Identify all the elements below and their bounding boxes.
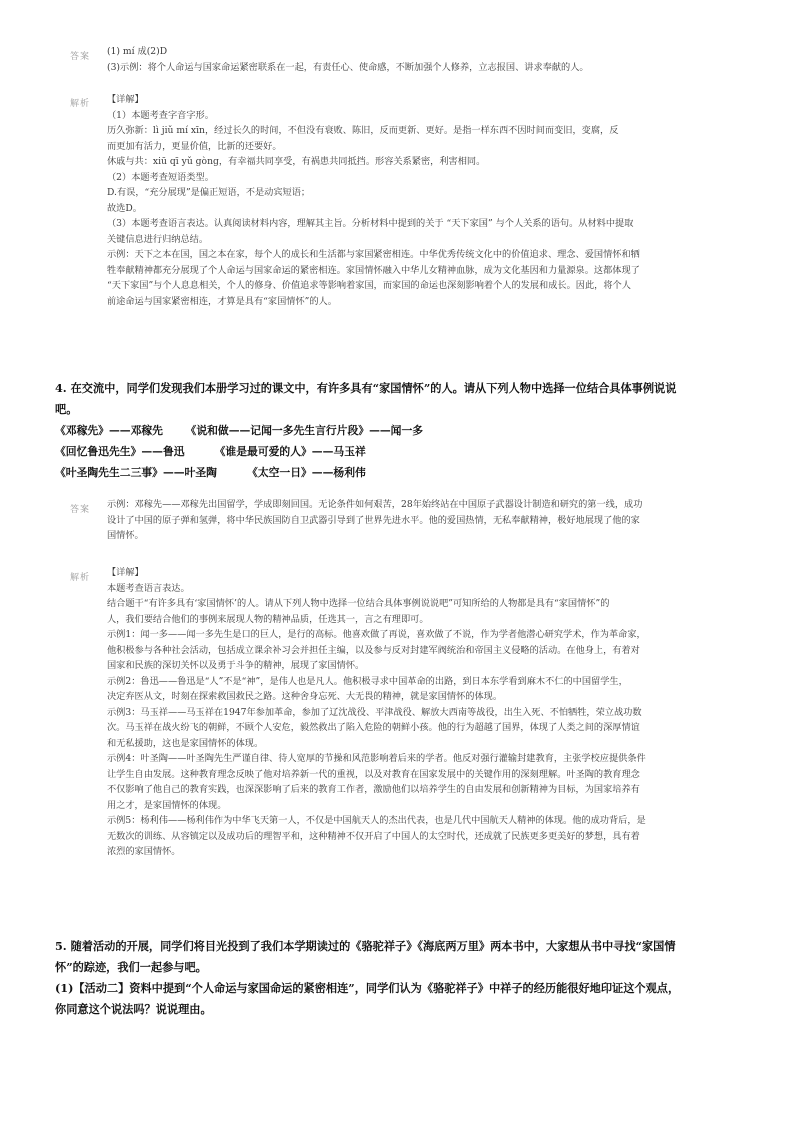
q3-answer-line: (3)示例：将个人命运与国家命运紧密联系在一起，有责任心、使命感，不断加强个人修养，立志报国、讲求奉献的人。 <box>107 61 589 73</box>
q4-analysis-line: 示例4：叶圣陶——叶圣陶先生严谨自律、待人宽厚的节操和风范影响着后来的学者。他反对强行灌输封建教育，主张学校应提供条件 <box>107 753 646 764</box>
q3-answer-line: (1) mí 成(2)D <box>107 46 168 57</box>
q4-analysis-line: 决定弃医从文，时刻在探索救国救民之路。这种舍身忘死、大无畏的精神，就是家国情怀的体现。 <box>107 691 503 702</box>
question-4 <box>55 378 739 420</box>
q3-analysis-line: （2）本题考查短语类型。 <box>107 171 214 183</box>
q4-analysis-line: 用之才，是家国情怀的体现。 <box>107 799 227 811</box>
question-5-line: 你同意这个说法吗？说说理由。 <box>55 1002 212 1016</box>
q4-analysis-line: 浓烈的家国情怀。 <box>107 846 181 857</box>
q3-analysis-line: 示例：天下之本在国，国之本在家，每个人的成长和生活都与家国紧密相连。中华优秀传统文化中的价值追求、理念、爱国情怀和牺 <box>107 249 640 260</box>
question-5 <box>55 936 739 1020</box>
q4-analysis-line: 示例3：马玉祥——马玉祥在1947年参加革命，参加了辽沈战役、平津战役、解放大西南等战役，出生入死、不怕牺牲，荣立战功数 <box>107 706 642 718</box>
question-4-line: 吧。 <box>55 402 78 416</box>
q3-analysis-line: 【详解】 <box>107 94 144 105</box>
q4-answer <box>107 497 726 544</box>
q4-analysis-line: 人，我们要结合他们的事例来展现人物的精神品质，任选其一，言之有理即可。 <box>107 613 429 625</box>
question-5-line: 5. 随着活动的开展，同学们将目光投到了我们本学期读过的《骆驼祥子》《海底两万里》两本书中，大家想从书中寻找“家国情 <box>55 939 676 953</box>
q4-answer-line: 示例：邓稼先——邓稼先出国留学，学成即刻回国。无论条件如何艰苦，28年始终站在中国原子武器设计制造和研究的第一线，成功 <box>107 499 643 510</box>
q3-analysis-line: 牲奉献精神都充分展现了个人命运与国家命运的紧密相连。家国情怀融入中华儿女精神血脉，成为文化基因和力量源泉。这都体现了 <box>107 264 640 276</box>
q3-analysis-line: “天下家国”与个人息息相关，个人的修身、价值追求等影响着家国，而家国的命运也深刻影响着个人的发展和成长。因此，将个人 <box>107 280 631 291</box>
q4-analysis-line: 无数次的训练、从容镇定以及成功后的理智平和，这种精神不仅开启了中国人的太空时代，还成就了民族更多更美好的梦想，具有着 <box>107 830 640 842</box>
q3-analysis-line: D.有误，“充分展现”是偏正短语，不是动宾短语； <box>107 187 311 198</box>
q4-analysis-line: 让学生自由发展。这种教育理念反映了他对培养新一代的重视，以及对教育在国家发展中的关键作用的深刻理解。叶圣陶的教育理念 <box>107 768 640 780</box>
q4-analysis-line: 示例5：杨利伟——杨利伟作为中华飞天第一人，不仅是中国航天人的杰出代表，也是几代中国航天人精神的体现。他的成功背后，是 <box>107 815 646 826</box>
q3-analysis-line: 休戚与共：xiū qī yǔ gòng，有幸福共同享受，有祸患共同抵挡。形容关系紧密，利害相同。 <box>107 156 486 167</box>
answer-tag: 答案 <box>70 52 91 62</box>
q3-analysis-line: 而更加有活力，更显价值，比新的还要好。 <box>107 140 282 152</box>
q4-analysis <box>107 565 726 860</box>
q4-analysis-line: 本题考查语言表达。 <box>107 582 190 594</box>
q4-answer-line: 国情怀。 <box>107 530 144 541</box>
q3-analysis <box>107 92 726 309</box>
q3-analysis-line: （1）本题考查字音字形。 <box>107 109 214 121</box>
q4-analysis-line: 不仅影响了他自己的教育实践，也深深影响了后来的教育工作者，激励他们以培养学生的自由发展和创新精神为目标，为国家培养有 <box>107 784 640 795</box>
q4-analysis-line: 次。马玉祥在战火纷飞的朝鲜，不顾个人安危，毅然救出了陷入危险的朝鲜小孩。他的行为超越了国界，体现了人类之间的深厚情谊 <box>107 722 640 733</box>
works-line: 《叶圣陶先生二三事》——叶圣陶 《太空一日》——杨利伟 <box>55 466 366 479</box>
q4-analysis-line: 示例1：闻一多——闻一多先生是口的巨人，是行的高标。他喜欢做了再说，喜欢做了不说，作为学者他潜心研究学术，作为革命家， <box>107 629 646 640</box>
question-5-line: (1)【活动二】资料中提到“个人命运与家国命运的紧密相连”，同学们认为《骆驼祥子》中祥子的经历能很好地印证这个观点， <box>55 981 680 995</box>
analysis-tag: 解析 <box>70 573 91 583</box>
question-5-line: 怀”的踪迹，我们一起参与吧。 <box>55 960 207 974</box>
q4-analysis-line: 国家和民族的深切关怀以及勇于斗争的精神，展现了家国情怀。 <box>107 660 365 671</box>
works-list <box>55 420 423 483</box>
q4-analysis-line: 示例2：鲁迅——鲁迅是“人”不是“神”，是伟人也是凡人。他积极寻求中国革命的出路，到日本东学看到麻木不仁的中国留学生， <box>107 675 628 687</box>
q3-answer <box>107 44 726 75</box>
q4-analysis-line: 他积极参与各种社会活动，包括成立课余补习会并担任主编，以及参与反对封建军阀统治和帝国主义侵略的活动。在他身上，有着对 <box>107 644 640 656</box>
q4-analysis-line: 结合题干“有许多具有‘家国情怀’的人。请从下列人物中选择一位结合具体事例说说吧”可知所给的人物都是具有“家国情怀”的 <box>107 598 610 609</box>
q4-answer-line: 设计了中国的原子弹和氢弹，将中华民族国防自卫武器引导到了世界先进水平。他的爱国热情，无私奉献精神，极好地展现了他的家 <box>107 514 640 526</box>
q3-analysis-line: 前途命运与国家紧密相连，才算是具有“家国情怀”的人。 <box>107 295 337 307</box>
q3-analysis-line: 故选D。 <box>107 202 142 214</box>
works-line: 《邓稼先》——邓稼先 《说和做——记闻一多先生言行片段》——闻一多 <box>55 424 424 437</box>
q3-analysis-line: 历久弥新：lì jiǔ mí xīn，经过长久的时间，不但没有衰败、陈旧，反而更新、更好。是指一样东西不因时间而变旧，变腐，反 <box>107 125 619 136</box>
q4-analysis-line: 【详解】 <box>107 567 144 578</box>
q3-analysis-line: （3）本题考查语言表达。认真阅读材料内容，理解其主旨。分析材料中提到的关于 “天下家国” 与个人关系的语句。从材料中提取 <box>107 218 634 229</box>
q4-analysis-line: 和无私援助，这也是家国情怀的体现。 <box>107 737 264 749</box>
q3-analysis-line: 关键信息进行归纳总结。 <box>107 233 209 245</box>
works-line: 《回忆鲁迅先生》——鲁迅 《谁是最可爱的人》——马玉祥 <box>55 445 366 458</box>
analysis-tag: 解析 <box>70 99 91 109</box>
answer-tag: 答案 <box>70 505 91 515</box>
question-4-line: 4. 在交流中，同学们发现我们本册学习过的课文中，有许多具有“家国情怀”的人。请从下列人物中选择一位结合具体事例说说 <box>55 381 677 395</box>
